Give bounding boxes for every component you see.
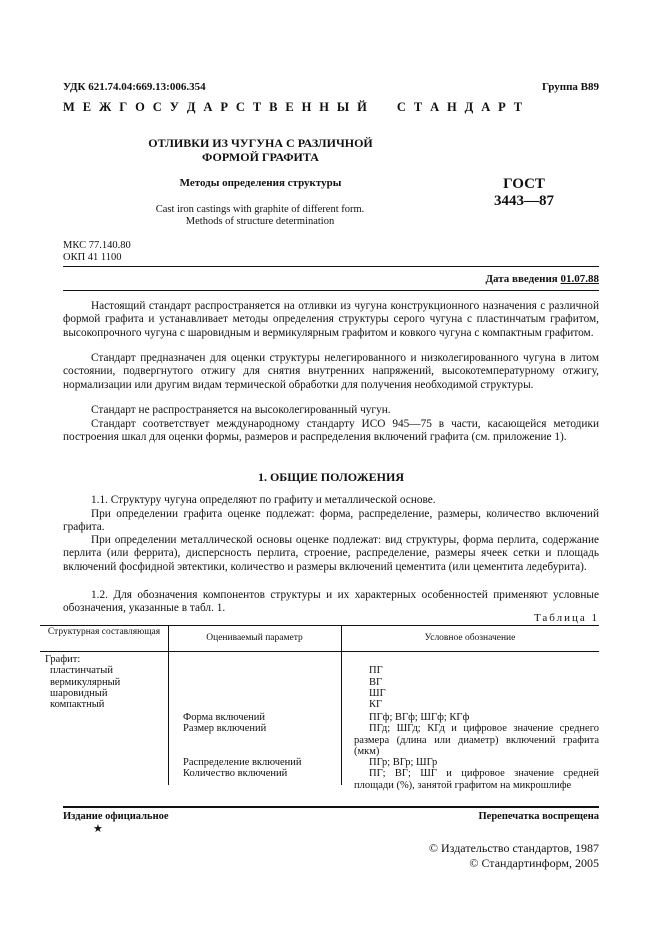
copyright-1: © Издательство стандартов, 1987 (428, 841, 599, 855)
intro-paragraph: Стандарт не распространяется на высоколегированный чугун. (91, 404, 391, 416)
intro-paragraph: Стандарт соответствует международному стандарту ИСО 945—75 в части, касающейся методики построения шкал для оценки формы, размеров и распределения включений графита (см. приложение 1). (63, 418, 599, 444)
section-paragraph: 1.2. Для обозначения компонентов структуры и их характерных особенностей применяют условные обозначения, указанные в табл. 1. (63, 589, 599, 615)
intro-date (485, 273, 599, 285)
table-cell: пластинчатый (50, 665, 113, 676)
title-line-1: ОТЛИВКИ ИЗ ЧУГУНА С РАЗЛИЧНОЙ (148, 136, 373, 150)
table-top-border (40, 625, 599, 626)
table-header-border (40, 651, 599, 652)
subtitle: Методы определения структуры (179, 177, 342, 189)
gost-label: ГОСТ (503, 176, 545, 192)
table-cell: компактный (50, 699, 105, 710)
table-col-divider-1 (168, 625, 169, 785)
title-line-2: ФОРМОЙ ГРАФИТА (202, 150, 319, 164)
table-cell: Распределение включений (183, 757, 302, 768)
table-cell: ПГр; ВГр; ШГр (369, 757, 438, 768)
official-edition: Издание официальное (63, 811, 169, 822)
table-header-col3: Условное обозначение (424, 633, 516, 643)
intro-date-label: Дата введения (485, 273, 558, 285)
footer-divider (63, 806, 599, 808)
table-cell: ШГ (369, 688, 386, 699)
section-paragraph: 1.1. Структуру чугуна определяют по графиту и металлической основе. (91, 494, 436, 506)
table-cell: Размер включений (183, 723, 267, 734)
reprint-notice: Перепечатка воспрещена (478, 811, 599, 822)
table-cell: ПГ (369, 665, 383, 676)
okp-code: ОКП 41 1100 (63, 252, 122, 263)
divider-date (63, 290, 599, 291)
udk-code: УДК 621.74.04:669.13:006.354 (63, 81, 206, 93)
section-paragraph: При определении графита оценке подлежат: форма, распределение, размеры, количество включений графита. (63, 508, 599, 534)
table-caption: Таблица 1 (533, 612, 599, 624)
table-col-divider-2 (341, 625, 342, 785)
table-cell: Форма включений (183, 712, 266, 723)
copyright-2: © Стандартинформ, 2005 (469, 856, 599, 870)
table-cell: вермикулярный (50, 677, 121, 688)
standard-banner: М Е Ж Г О С У Д А Р С Т В Е Н Н Ы Й С Т А Н Д А Р Т (63, 100, 525, 114)
table-header-col2: Оцениваемый параметр (206, 633, 303, 643)
intro-paragraph: Стандарт предназначен для оценки структуры нелегированного и низколегированного чугуна в литом состоянии, подвергнутого отжигу для снятия внутренних напряжений, высокотемпературному отжигу, нормализации или другим видам термической обработки для получения необходимой структуры. (63, 352, 599, 391)
gost-number: 3443—87 (494, 193, 554, 209)
table-header-col1: Структурная составляющая (47, 627, 161, 637)
table-cell: Графит: (45, 654, 81, 665)
english-title-1: Cast iron castings with graphite of different form. (155, 204, 365, 215)
star-mark: ★ (93, 823, 103, 835)
table-cell: ВГ (369, 677, 383, 688)
section-heading: 1. ОБЩИЕ ПОЛОЖЕНИЯ (257, 470, 405, 484)
table-cell: ПГд; ШГд; КГд и цифровое значение среднего размера (длина или диаметр) включений графита (мкм) (354, 723, 599, 758)
section-paragraph: При определении металлической основы оценке подлежат: вид структуры, форма перлита, содержание перлита (или феррита), дисперсность перлита, строение, распределение, размеры ячеек сетки и площадь включений фосфидной эвтектики, количество и размеры включений цементита (или цементита ледебурита). (63, 534, 599, 573)
table-cell: ПГ; ВГ; ШГ и цифровое значение средней площади (%), занятой графитом на микрошлифе (354, 768, 599, 791)
table-cell: КГ (369, 699, 383, 710)
group-code: Группа В89 (541, 81, 599, 93)
divider-top (63, 266, 599, 267)
table-cell: Количество включений (183, 768, 288, 779)
intro-paragraph: Настоящий стандарт распространяется на отливки из чугуна конструкционного назначения с различной формой графита и устанавливает методы определения структуры серого чугуна с пластинчатым графитом, высокопрочного чугуна с шаровидным и вермикулярным графитом и ковкого чугуна с компактным графитом. (63, 300, 599, 339)
table-cell: шаровидный (50, 688, 108, 699)
table-cell: ПГф; ВГф; ШГф; КГф (369, 712, 470, 723)
mks-code: МКС 77.140.80 (63, 240, 131, 251)
english-title-2: Methods of structure determination (185, 216, 335, 227)
intro-date-value: 01.07.88 (560, 273, 599, 285)
